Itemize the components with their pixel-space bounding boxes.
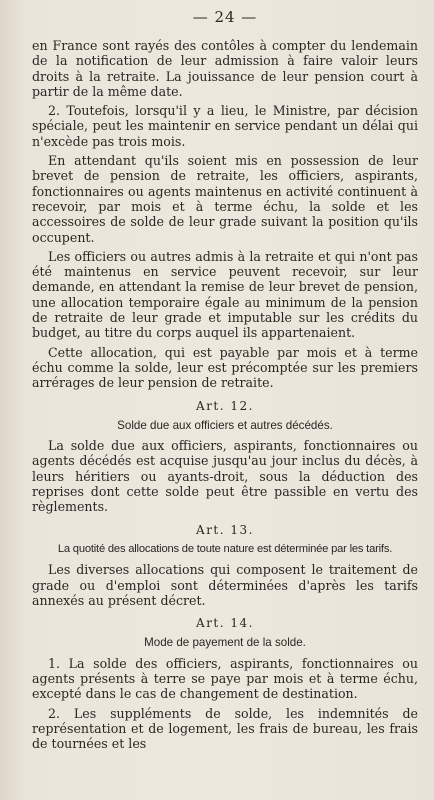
- paragraph-continuation: en France sont rayés des contôles à compter du lendemain de la notification de leur admission à faire valoir leurs droits à la retraite. La jouissance de leur pension court à partir de la même date.: [32, 38, 418, 99]
- article-12-paragraph: La solde due aux officiers, aspirants, fonctionnaires ou agents décédés est acquise jusqu'au jour inclus du décès, à leurs héritiers ou ayants-droit, sous la déduction des reprises dont cette solde peut être passible en vertu des règlements.: [32, 438, 418, 515]
- article-12-heading: Solde due aux officiers et autres décédés.: [117, 418, 333, 432]
- article-14-paragraph-2: 2. Les suppléments de solde, les indemnités de représentation et de logement, les frais de bureau, les frais de tournées et les: [32, 705, 418, 752]
- article-14-number: Art. 14.: [196, 616, 254, 631]
- article-13-number: Art. 13.: [196, 522, 254, 537]
- paragraph-2-toutefois: 2. Toutefois, lorsqu'il y a lieu, le Ministre, par décision spéciale, peut les maintenir en service pendant un délai qui n'excède pas trois mois.: [32, 103, 418, 149]
- paragraph-cette-allocation: Cette allocation, qui est payable par mois et à terme échu comme la solde, leur est précomptée sur les premiers arrérages de leur pension de retraite.: [32, 344, 418, 391]
- paragraph-en-attendant: En attendant qu'ils soient mis en possession de leur brevet de pension de retraite, les officiers, aspirants, fonctionnaires ou agents maintenus en activité continuent à recevoir, par mois et à terme échu, la solde et les accessoires de solde de leur grade suivant la position qu'ils occupent.: [32, 153, 418, 245]
- article-13-heading: La quotité des allocations de toute nature est déterminée par les tarifs.: [57, 542, 393, 555]
- article-12-number: Art. 12.: [196, 398, 254, 413]
- article-14-heading: Mode de payement de la solde.: [144, 636, 306, 650]
- paragraph-officiers-retraite: Les officiers ou autres admis à la retraite et qui n'ont pas été maintenus en service peuvent recevoir, sur leur demande, en attendant la remise de leur brevet de pension, une allocation temporaire égale au minimum de la pension de retraite de leur grade et imputable sur les crédits du budget, au titre du corps auquel ils appartenaient.: [32, 248, 418, 341]
- article-14-paragraph-1: 1. La solde des officiers, aspirants, fonctionnaires ou agents présents à terre se paye par mois et à terme échu, excepté dans le cas de changement de destination.: [32, 655, 418, 702]
- page-number: — 24 —: [192, 8, 258, 26]
- article-13-paragraph: Les diverses allocations qui composent le traitement de grade ou d'emploi sont déterminées d'après les tarifs annexés au présent décret.: [32, 562, 418, 608]
